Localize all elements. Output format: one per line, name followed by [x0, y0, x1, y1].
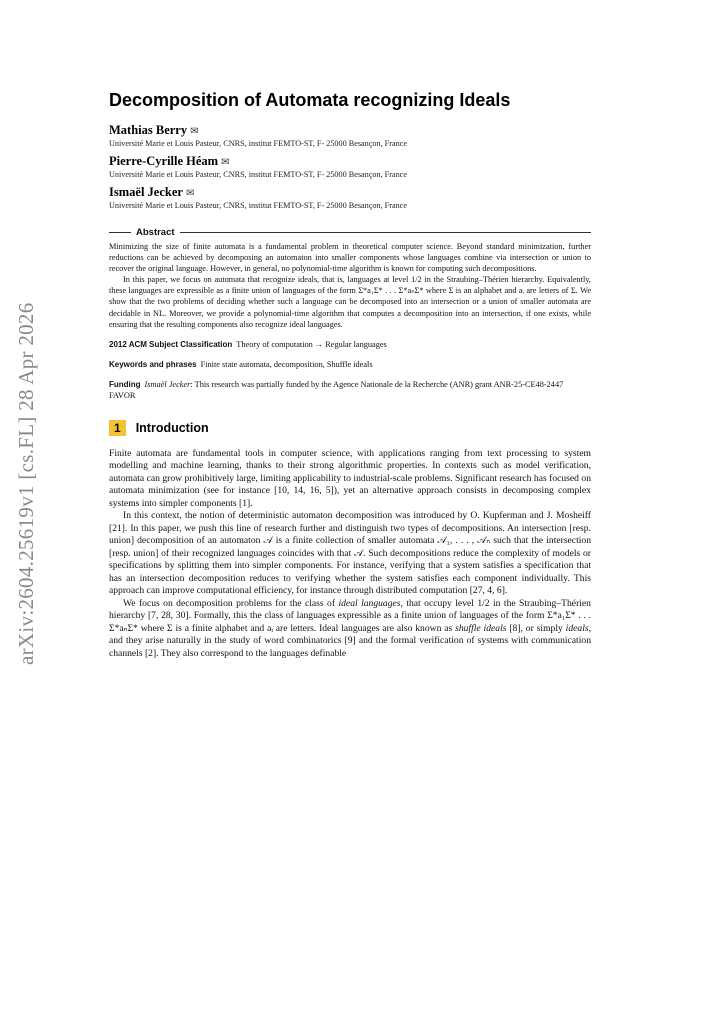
- acm-label: 2012 ACM Subject Classification: [109, 339, 233, 349]
- emphasis: ideal languages: [338, 597, 401, 609]
- funding: [109, 379, 591, 401]
- mail-icon[interactable]: ✉: [185, 188, 195, 199]
- abstract-rule-right: [180, 232, 591, 233]
- author-name: Pierre-Cyrille Héam: [109, 154, 219, 168]
- body-paragraph: In this context, the notion of deterministic automaton decomposition was introduced by O. Kupferman and J. Mosheiff [21]. In this paper, we push this line of research further and distinguish two types of decompositions. An intersection [resp. union] decomposition of an automaton 𝒜 is a finite collection of smaller automata 𝒜₁, . . . , 𝒜ₙ such that the intersection [resp. union] of their recognized languages coincides with that 𝒜. Such decompositions reduce the complexity of models or specifications by splitting them into simpler components. For instance, verifying that a system satisfies a specification that has an intersection decomposition reduces to verifying whether the system satisfies each component individually. This approach can improve computational efficiency, for instance through distributed computation [27, 4, 6].: [109, 510, 591, 597]
- keywords-text: Finite state automata, decomposition, Shuffle ideals: [200, 359, 373, 369]
- section-heading: [109, 420, 591, 436]
- author-name: Ismaël Jecker: [109, 185, 183, 199]
- author-affiliation: Université Marie et Louis Pasteur, CNRS, institut FEMTO-ST, F- 25000 Besançon, France: [109, 201, 407, 210]
- author-block: [109, 154, 591, 180]
- section-body: [109, 448, 591, 661]
- abstract-body: [109, 241, 591, 330]
- funding-text: : This research was partially funded by the Agence Nationale de la Recherche (ANR) grant ANR-25-CE48-2447 FAVOR: [109, 380, 564, 401]
- mail-icon[interactable]: ✉: [221, 157, 230, 168]
- author-block: [109, 123, 591, 149]
- funding-label: Funding: [109, 380, 141, 390]
- body-paragraph: Finite automata are fundamental tools in computer science, with applications ranging from text processing to system modelling and machine learning, thanks to their strong algorithmic properties. In contexts such as model verification, automata can grow prohibitively large, limiting applicability to industrial-scale problems. Significant research has focused on automata minimization (see for instance [10, 14, 16, 5]), yet an alternative approach consists in decomposing complex systems into simpler components [1].: [109, 447, 591, 509]
- keywords: [109, 359, 591, 370]
- arxiv-identifier: arXiv:2604.25619v1 [cs.FL] 28 Apr 2026: [14, 302, 38, 665]
- author-affiliation: Université Marie et Louis Pasteur, CNRS, institut FEMTO-ST, F- 25000 Besançon, France: [109, 139, 407, 148]
- paper-title: Decomposition of Automata recognizing Ideals: [109, 90, 511, 110]
- acm-text: Theory of computation → Regular languages: [236, 339, 387, 349]
- section-title: Introduction: [135, 420, 209, 435]
- abstract-rule-left: [109, 232, 131, 233]
- abstract-paragraph: Minimizing the size of finite automata is a fundamental problem in theoretical computer science. Beyond standard minimization, further reductions can be achieved by decomposing an automaton into smaller components whose languages combine via intersection or union to recover the original language. However, in general, no polynomial-time algorithm is known for computing such decompositions.: [109, 242, 591, 274]
- paper-content: [109, 90, 591, 660]
- abstract-heading: [109, 227, 591, 238]
- funding-name: Ismaël Jecker: [144, 380, 191, 390]
- section-number: 1: [109, 420, 126, 436]
- emphasis: shuffle ideals: [455, 622, 507, 634]
- author-block: [109, 185, 591, 211]
- mail-icon[interactable]: ✉: [190, 126, 199, 137]
- keywords-label: Keywords and phrases: [109, 359, 197, 369]
- acm-classification: [109, 339, 591, 350]
- abstract-label: Abstract: [136, 227, 175, 238]
- emphasis: ideals: [565, 622, 589, 634]
- author-affiliation: Université Marie et Louis Pasteur, CNRS, institut FEMTO-ST, F- 25000 Besançon, France: [109, 170, 407, 179]
- body-paragraph: We focus on decomposition problems for the class of ideal languages, that occupy level 1/2 in the Straubing–Thérien hierarchy [7, 28, 30]. Formally, this the class of languages expressible as a finite union of languages of the form Σ*a₁Σ* . . . Σ*aₙΣ* where Σ is a finite alphabet and aᵢ are letters. Ideal languages are also known as shuffle ideals [8], or simply ideals, and they arise naturally in the study of word combinatorics [9] and the formal verification of systems with communication channels [2]. They also correspond to the languages definable: [109, 597, 591, 659]
- abstract-paragraph: In this paper, we focus on automata that recognize ideals, that is, languages at level 1/2 in the Straubing–Thérien hierarchy. Equivalently, these languages are expressible as a finite union of languages of the form Σ*a₁Σ* . . . Σ*aₙΣ* where Σ is an alphabet and aᵢ are letters of Σ. We show that the two problems of deciding whether such a language can be decomposed into an intersection or a union of smaller automata are decidable in NL. Moreover, we provide a polynomial-time algorithm that computes a decomposition into an intersection, if one exists, while ensuring that the resulting components also recognize ideal languages.: [109, 275, 591, 329]
- author-name: Mathias Berry: [109, 123, 188, 137]
